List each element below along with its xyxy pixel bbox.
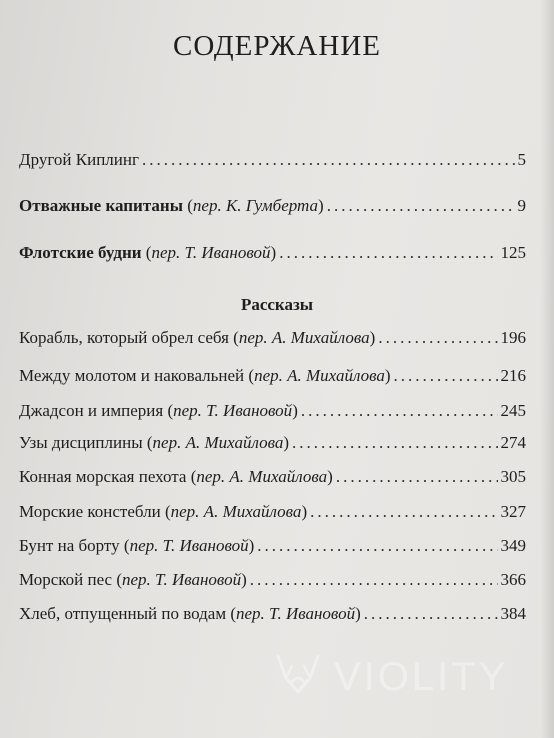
watermark (272, 652, 508, 703)
toc-entry-story (19, 604, 526, 630)
page-number: 245 (500, 401, 526, 420)
translator-credit: пер. Т. Ивановой (173, 401, 293, 420)
page-number: 305 (500, 467, 526, 486)
toc-entry-label: Между молотом и наковальней (пер. А. Михайлова) (19, 366, 391, 385)
page-number: 196 (500, 328, 526, 347)
dot-leader (378, 328, 497, 348)
dot-leader (142, 150, 515, 170)
dot-leader (257, 536, 497, 556)
toc-entry-other-kipling (19, 150, 526, 176)
dot-leader (310, 502, 497, 522)
page-number: 384 (500, 604, 526, 623)
watermark-text: VIOLITY (334, 655, 509, 699)
toc-entry-story (19, 401, 526, 427)
section-heading-stories: Рассказы (240, 295, 314, 314)
dot-leader (327, 196, 515, 216)
page-number: 349 (500, 536, 526, 555)
page-number: 216 (500, 366, 526, 385)
dot-leader (250, 570, 498, 590)
translator-credit: пер. А. Михайлова (170, 502, 302, 521)
translator-credit: пер. Т. Ивановой (122, 570, 242, 589)
toc-entry-label: Бунт на борту (пер. Т. Ивановой) (19, 536, 255, 555)
toc-entry-story (19, 570, 526, 596)
page-number: 5 (517, 150, 526, 169)
translator-credit: пер. К. Гумберта (192, 196, 319, 215)
translator-credit: пер. А. Михайлова (254, 366, 385, 385)
toc-entry-label: Морские констебли (пер. А. Михайлова) (19, 502, 308, 521)
toc-entry-label: Джадсон и империя (пер. Т. Ивановой) (19, 401, 298, 420)
toc-entry-label: Узы дисциплины (пер. А. Михайлова) (19, 433, 290, 452)
translator-credit: пер. А. Михайлова (238, 328, 370, 347)
toc-entry-label: Флотские будни (пер. Т. Ивановой) (19, 243, 277, 262)
page-edge-shadow (540, 0, 554, 738)
toc-entry-story (19, 433, 526, 459)
toc-entry-story (19, 467, 526, 493)
toc-entry-story (19, 366, 526, 392)
toc-entry-label: Морской пес (пер. Т. Ивановой) (19, 570, 247, 589)
dot-leader (292, 433, 497, 453)
dot-leader (394, 366, 498, 386)
page-number: 327 (500, 502, 526, 521)
toc-entry-captains-courageous (19, 196, 526, 222)
toc-entry-story (19, 328, 526, 354)
toc-entry-fleet-in-being (19, 243, 526, 269)
translator-credit: пер. А. Михайлова (152, 433, 284, 452)
page-number: 125 (500, 243, 526, 262)
toc-entry-label: Другой Киплинг (19, 150, 139, 169)
toc-entry-story (19, 502, 526, 528)
page-number: 366 (500, 570, 526, 589)
page-title: СОДЕРЖАНИЕ (173, 30, 381, 62)
dot-leader (279, 243, 497, 263)
dot-leader (364, 604, 498, 624)
dot-leader (336, 467, 498, 487)
toc-entry-label: Хлеб, отпущенный по водам (пер. Т. Ивановой) (19, 604, 361, 623)
page-number: 274 (500, 433, 526, 452)
translator-credit: пер. Т. Ивановой (151, 243, 271, 262)
violity-hands-logo-icon (272, 652, 324, 703)
translator-credit: пер. А. Михайлова (196, 467, 328, 486)
translator-credit: пер. Т. Ивановой (236, 604, 356, 623)
toc-entry-label: Отважные капитаны (пер. К. Гумберта) (19, 196, 324, 215)
toc-entry-story (19, 536, 526, 562)
page-number: 9 (517, 196, 526, 215)
toc-entry-label: Конная морская пехота (пер. А. Михайлова) (19, 467, 333, 486)
toc-entry-label: Корабль, который обрел себя (пер. А. Михайлова) (19, 328, 376, 347)
translator-credit: пер. Т. Ивановой (129, 536, 249, 555)
dot-leader (301, 401, 498, 421)
